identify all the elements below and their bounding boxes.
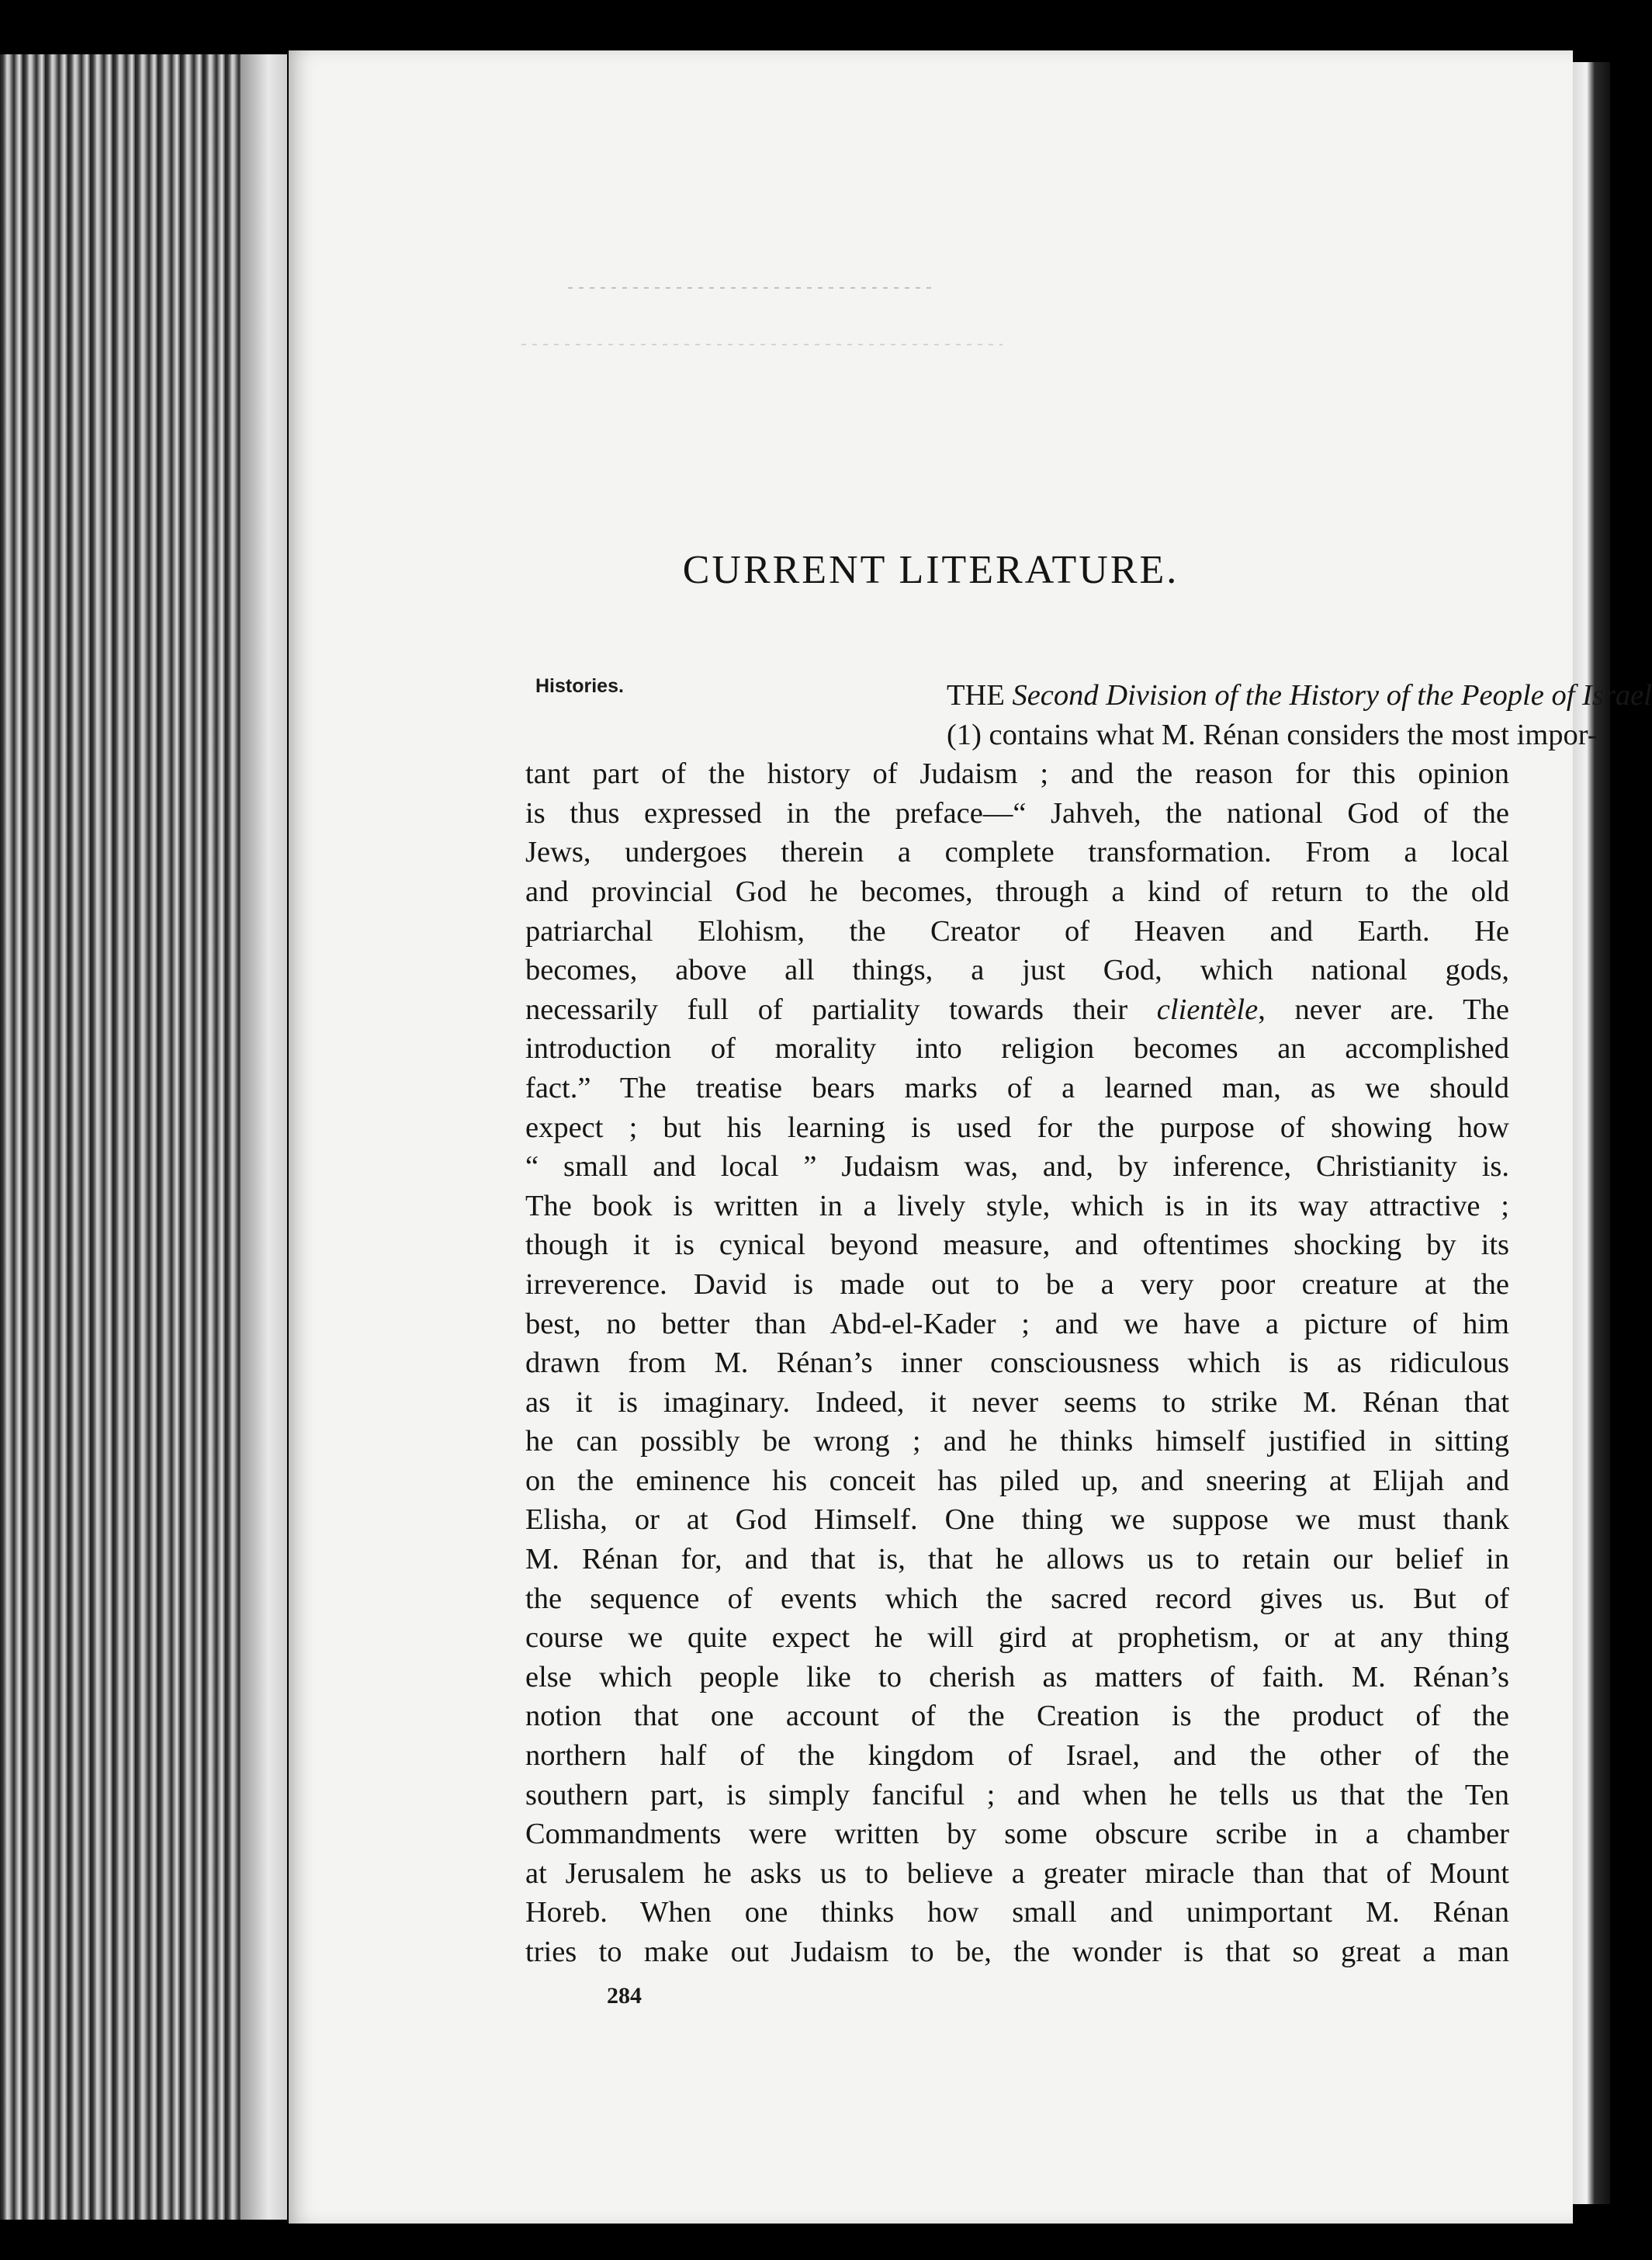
text-line xyxy=(525,1225,1509,1265)
text-segment: is thus expressed in the preface—“ Jahveh, the national God of the xyxy=(525,796,1509,830)
text-line xyxy=(525,1383,1509,1423)
page-number: 284 xyxy=(607,1983,642,2009)
page-edges-left xyxy=(0,54,287,2220)
text-segment: northern half of the kingdom of Israel, and the other of the xyxy=(525,1739,1509,1773)
text-segment: “ small and local ” Judaism was, and, by inference, Christianity is. xyxy=(525,1150,1509,1184)
text-segment: becomes, above all things, a just God, which national gods, xyxy=(525,954,1509,987)
text-line xyxy=(525,1579,1509,1619)
text-segment: southern part, is simply fanciful ; and when he tells us that the Ten xyxy=(525,1778,1509,1811)
text-segment: notion that one account of the Creation is the product of the xyxy=(525,1700,1509,1733)
text-line xyxy=(525,1029,1509,1069)
text-line xyxy=(525,833,1509,872)
faint-bleed-through-rule xyxy=(568,287,933,289)
text-segment: Horeb. When one thinks how small and unimportant M. Rénan xyxy=(525,1896,1509,1929)
text-segment: on the eminence his conceit has piled up, and sneering at Elijah and xyxy=(525,1464,1509,1497)
text-line xyxy=(525,1305,1509,1344)
text-segment: , never are. The xyxy=(1258,993,1509,1026)
text-segment: he can possibly be wrong ; and he thinks himself justified in sitting xyxy=(525,1425,1509,1458)
text-line xyxy=(525,754,1509,794)
text-line xyxy=(525,1893,1509,1932)
book-page xyxy=(289,50,1652,2224)
text-line xyxy=(525,1265,1509,1305)
text-segment: tries to make out Judaism to be, the wonder is that so great a man xyxy=(525,1936,1509,1968)
text-line xyxy=(525,1069,1509,1108)
text-segment: Commandments were written by some obscure scribe in a chamber xyxy=(525,1818,1509,1851)
text-line xyxy=(525,1147,1509,1187)
italic-phrase: clientèle xyxy=(1156,993,1259,1026)
text-line xyxy=(525,1776,1509,1815)
text-segment: though it is cynical beyond measure, and oftentimes shocking by its xyxy=(525,1229,1509,1262)
text-line xyxy=(525,1187,1509,1226)
text-line xyxy=(525,1815,1509,1854)
italic-phrase: Second Division of the History of the People of Israel xyxy=(1012,679,1652,712)
text-segment: (1) contains what M. Rénan considers the most impor- xyxy=(947,718,1598,751)
text-segment: drawn from M. Rénan’s inner consciousness which is as ridiculous xyxy=(525,1347,1509,1380)
text-segment: tant part of the history of Judaism ; and the reason for this opinion xyxy=(525,757,1509,791)
text-segment: necessarily full of partiality towards their xyxy=(525,993,1157,1026)
text-line xyxy=(525,1736,1509,1776)
page-heading: CURRENT LITERATURE. xyxy=(682,548,1179,592)
text-line xyxy=(947,716,1598,755)
text-segment: irreverence. David is made out to be a very poor creature at the xyxy=(525,1267,1509,1301)
text-line xyxy=(525,872,1509,912)
text-line xyxy=(525,1618,1509,1658)
text-line xyxy=(525,1108,1509,1148)
text-line xyxy=(525,912,1509,951)
text-line xyxy=(525,1697,1509,1736)
text-segment: Elisha, or at God Himself. One thing we suppose we must thank xyxy=(525,1503,1509,1537)
margin-note: Histories. xyxy=(535,675,624,697)
text-segment: as it is imaginary. Indeed, it never seems to strike M. Rénan that xyxy=(525,1385,1509,1419)
faint-bleed-through-rule xyxy=(521,344,1003,345)
text-line xyxy=(525,1422,1509,1461)
text-segment: at Jerusalem he asks us to believe a greater miracle than that of Mount xyxy=(525,1856,1509,1890)
text-segment: patriarchal Elohism, the Creator of Heaven and Earth. He xyxy=(525,914,1509,948)
page-edge-right xyxy=(1571,62,1610,2204)
text-line xyxy=(525,1500,1509,1540)
text-segment: best, no better than Abd-el-Kader ; and we have a picture of him xyxy=(525,1307,1509,1340)
text-segment: course we quite expect he will gird at prophetism, or at any thing xyxy=(525,1621,1509,1655)
text-segment: fact.” The treatise bears marks of a learned man, as we should xyxy=(525,1071,1509,1104)
text-segment: expect ; but his learning is used for the purpose of showing how xyxy=(525,1111,1509,1144)
text-line xyxy=(525,1658,1509,1697)
text-line xyxy=(525,1932,1509,1972)
text-segment: and provincial God he becomes, through a kind of return to the old xyxy=(525,875,1509,908)
text-segment: introduction of morality into religion becomes an accomplished xyxy=(525,1032,1509,1066)
text-line xyxy=(525,1854,1509,1894)
text-line xyxy=(525,990,1509,1030)
text-segment: M. Rénan for, and that is, that he allows us to retain our belief in xyxy=(525,1543,1509,1576)
text-line xyxy=(525,1540,1509,1579)
body-text xyxy=(525,676,1652,1972)
text-line xyxy=(947,676,1652,716)
text-segment: else which people like to cherish as matters of faith. M. Rénan’s xyxy=(525,1660,1509,1693)
text-line xyxy=(525,951,1509,990)
text-segment: The book is written in a lively style, which is in its way attractive ; xyxy=(525,1189,1509,1222)
text-segment: Jews, undergoes therein a complete transformation. From a local xyxy=(525,836,1509,869)
text-segment: THE xyxy=(947,679,1013,712)
text-line xyxy=(525,1461,1509,1501)
text-segment: the sequence of events which the sacred record gives us. But of xyxy=(525,1582,1509,1615)
text-line xyxy=(525,1343,1509,1383)
text-line xyxy=(525,794,1509,834)
